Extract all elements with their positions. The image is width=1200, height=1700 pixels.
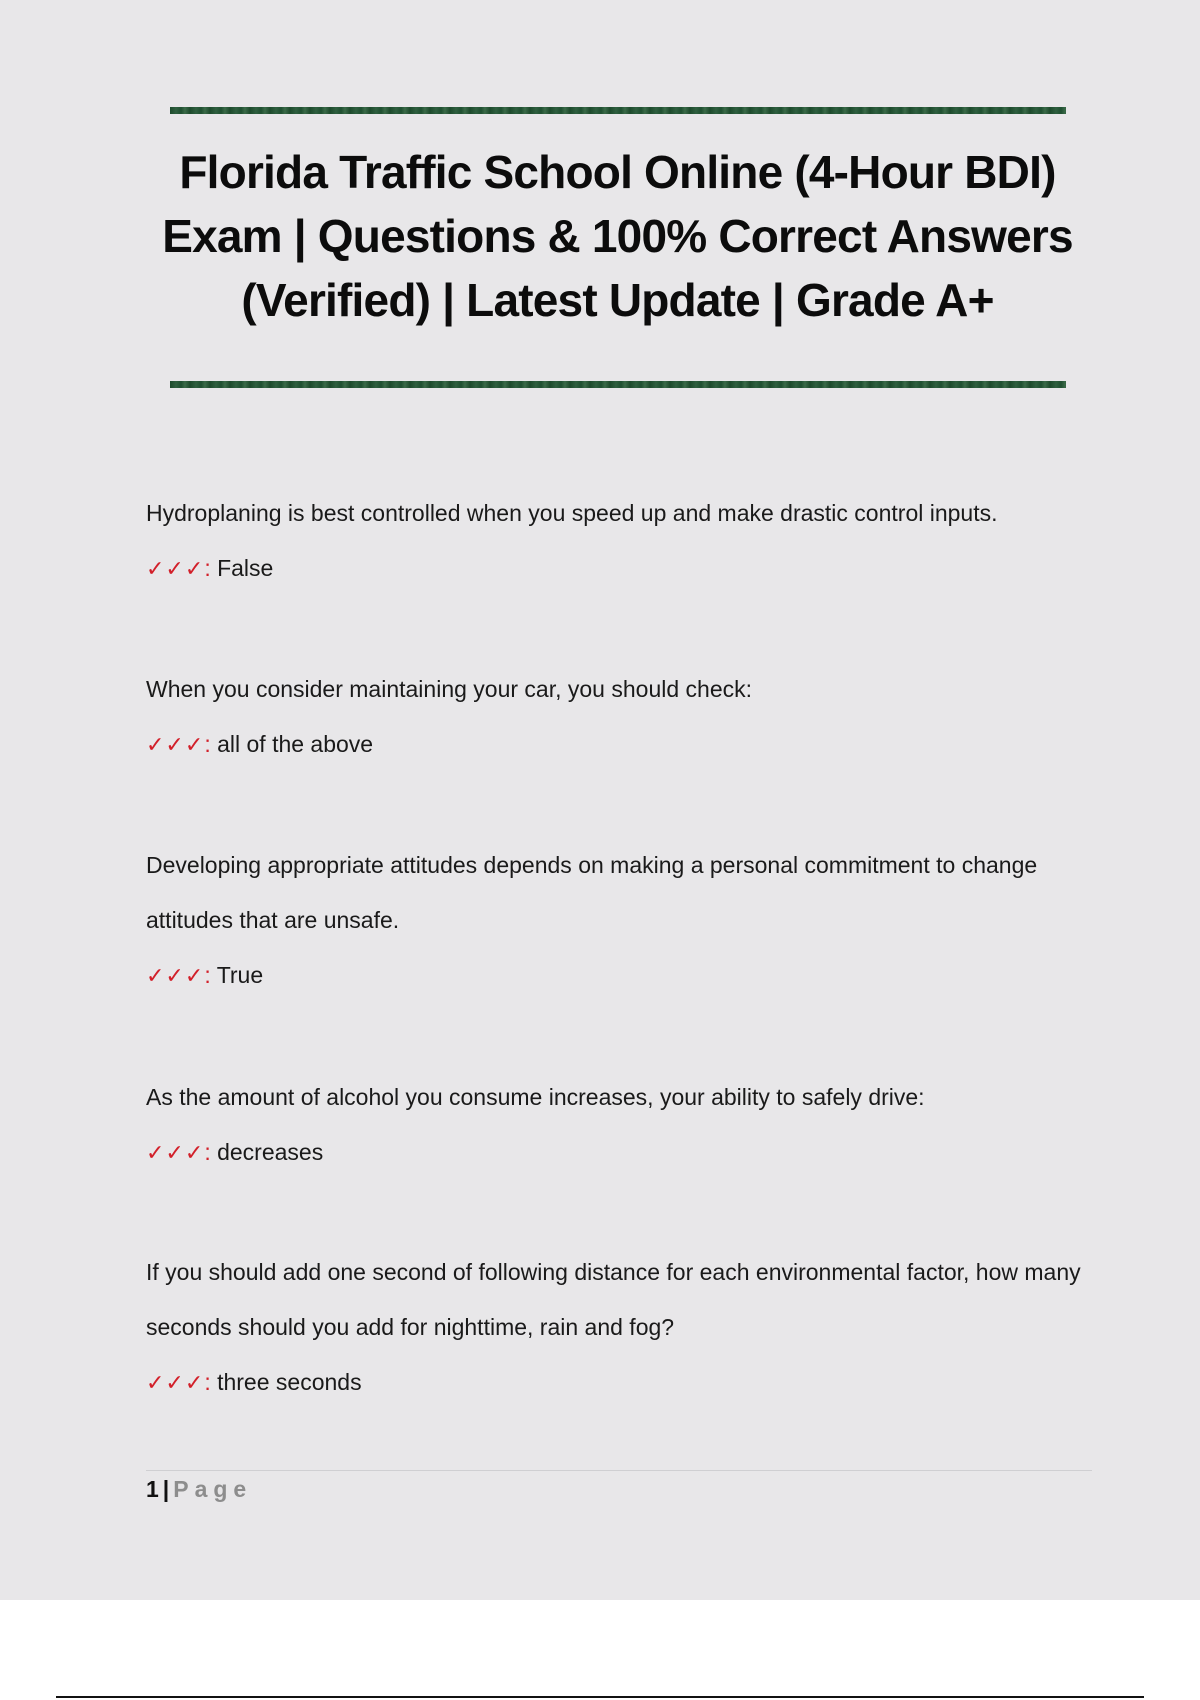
title-bottom-rule bbox=[170, 381, 1066, 388]
checkmarks-icon: ✓✓✓ bbox=[146, 1141, 205, 1166]
answer-line: ✓✓✓: all of the above bbox=[146, 731, 374, 758]
footer-divider bbox=[146, 1470, 1092, 1471]
title-top-rule bbox=[170, 107, 1066, 114]
page-footer bbox=[146, 1474, 252, 1504]
question-text: When you consider maintaining your car, you should check: bbox=[146, 676, 752, 702]
answer-text: True bbox=[216, 962, 264, 988]
qa-item bbox=[146, 1245, 1106, 1397]
document-title: Florida Traffic School Online (4-Hour BDI) Exam | Questions & 100% Correct Answers (Verified) | Latest Update | Grade A+ bbox=[162, 146, 1073, 326]
question-text: Developing appropriate attitudes depends on making a personal commitment to change attitudes that are unsafe. bbox=[146, 852, 1038, 933]
qa-item bbox=[146, 838, 1106, 990]
checkmarks-icon: ✓✓✓ bbox=[146, 1371, 205, 1396]
answer-line: ✓✓✓: True bbox=[146, 962, 264, 989]
question-text: If you should add one second of following distance for each environmental factor, how many seconds should you add for nighttime, rain and fog? bbox=[146, 1259, 1081, 1340]
next-page-rule bbox=[56, 1696, 1144, 1698]
qa-item bbox=[146, 486, 1106, 583]
page-separator: | bbox=[162, 1476, 170, 1502]
qa-item bbox=[146, 1070, 1106, 1167]
question-text: As the amount of alcohol you consume increases, your ability to safely drive: bbox=[146, 1084, 925, 1110]
answer-text: decreases bbox=[217, 1139, 324, 1165]
question-text: Hydroplaning is best controlled when you speed up and make drastic control inputs. bbox=[146, 500, 998, 526]
answer-text: False bbox=[217, 555, 274, 581]
qa-item bbox=[146, 662, 1106, 759]
page-label: Page bbox=[173, 1476, 253, 1502]
checkmarks-icon: ✓✓✓ bbox=[146, 964, 205, 989]
answer-line: ✓✓✓: decreases bbox=[146, 1139, 324, 1166]
answer-line: ✓✓✓: three seconds bbox=[146, 1369, 362, 1396]
answer-text: all of the above bbox=[217, 731, 374, 757]
answer-line: ✓✓✓: False bbox=[146, 555, 274, 582]
checkmarks-icon: ✓✓✓ bbox=[146, 557, 205, 582]
page-number: 1 bbox=[146, 1476, 159, 1502]
checkmarks-icon: ✓✓✓ bbox=[146, 733, 205, 758]
answer-text: three seconds bbox=[217, 1369, 362, 1395]
